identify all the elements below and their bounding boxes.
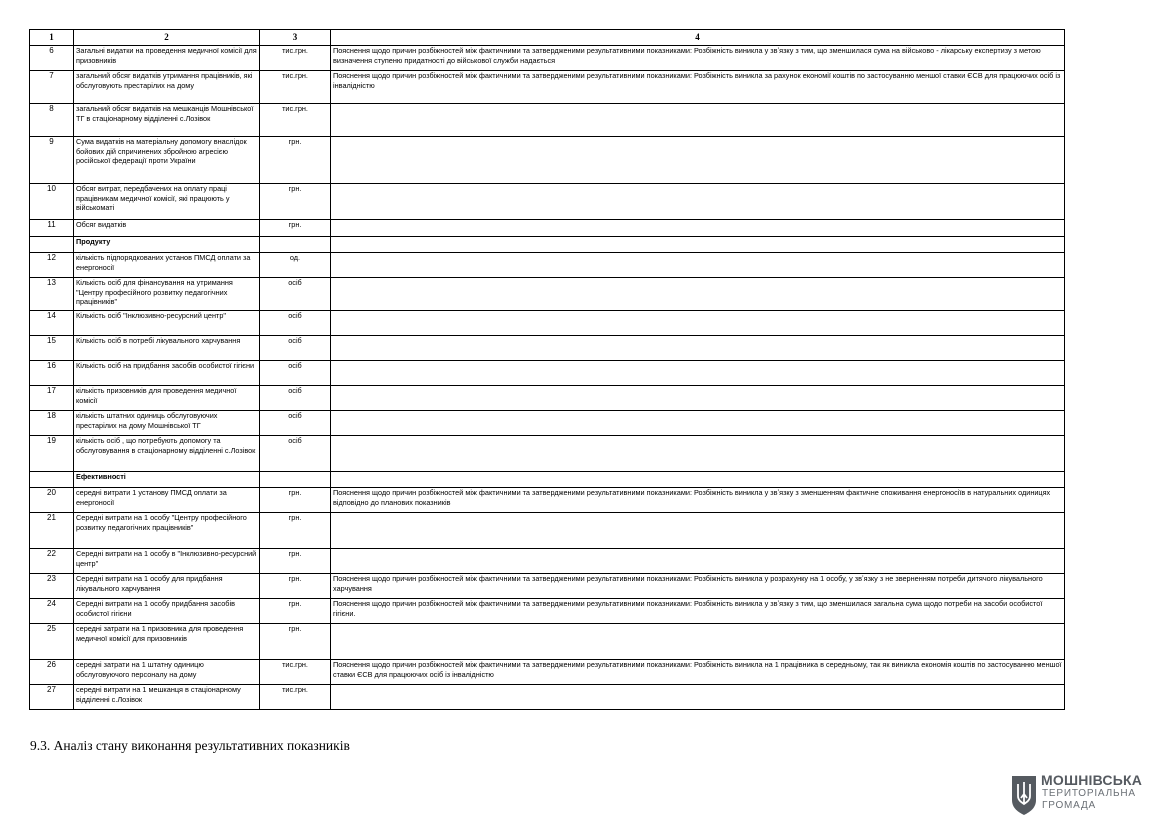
- indicator-name: загальний обсяг видатків на мешканців Мошнівської ТГ в стаціонарному відділенні с.Лозівок: [74, 104, 260, 137]
- discrepancy-note: Пояснення щодо причин розбіжностей між фактичними та затвердженими результативними показниками: Розбіжність виникла у звʼязку з зменшенням фактичне споживання енергоносіїв в натуральних одиницях відповідно до планових показників: [331, 488, 1065, 513]
- unit-of-measure: грн.: [260, 184, 331, 220]
- table-row: [30, 513, 1065, 549]
- row-number: 14: [30, 311, 74, 336]
- table-row: [30, 599, 1065, 624]
- row-number: 20: [30, 488, 74, 513]
- unit-of-measure: осіб: [260, 436, 331, 472]
- indicator-name: Обсяг видатків: [74, 220, 260, 237]
- discrepancy-note: [331, 220, 1065, 237]
- row-number: 8: [30, 104, 74, 137]
- logo-line-3: ГРОМАДА: [1042, 800, 1097, 811]
- indicator-name: Загальні видатки на проведення медичної комісії для призовників: [74, 46, 260, 71]
- column-header: 2: [74, 30, 260, 46]
- unit-of-measure: осіб: [260, 361, 331, 386]
- row-number: 17: [30, 386, 74, 411]
- discrepancy-note: Пояснення щодо причин розбіжностей між фактичними та затвердженими результативними показниками: Розбіжність виникла у звʼязку з тим, що зменшилася загальна сума щодо потреби на засоби особистої гігієни.: [331, 599, 1065, 624]
- discrepancy-note: [331, 436, 1065, 472]
- table-row: [30, 660, 1065, 685]
- row-number: 18: [30, 411, 74, 436]
- table-row: [30, 71, 1065, 104]
- discrepancy-note: Пояснення щодо причин розбіжностей між фактичними та затвердженими результативними показниками: Розбіжність виникла за рахунок економії коштів по застосуванню меншої ставки ЄСВ для працюючих осіб із інвалідністю: [331, 71, 1065, 104]
- indicator-name: Середні витрати на 1 особу придбання засобів особистої гігієни: [74, 599, 260, 624]
- discrepancy-note: [331, 411, 1065, 436]
- table-row: [30, 104, 1065, 137]
- row-number: 9: [30, 137, 74, 184]
- row-number: 25: [30, 624, 74, 660]
- indicator-name: Кількість осіб "Інклюзивно-ресурсний центр": [74, 311, 260, 336]
- unit-of-measure: тис.грн.: [260, 660, 331, 685]
- row-number: 24: [30, 599, 74, 624]
- row-number: 10: [30, 184, 74, 220]
- column-header: 3: [260, 30, 331, 46]
- indicator-name: кількість штатних одиниць обслуговуючих престарілих на дому Мошнівської ТГ: [74, 411, 260, 436]
- row-number: 13: [30, 278, 74, 311]
- row-number: 7: [30, 71, 74, 104]
- unit-of-measure: од.: [260, 253, 331, 278]
- community-logo: [1010, 772, 1160, 818]
- unit-of-measure: грн.: [260, 574, 331, 599]
- unit-of-measure: грн.: [260, 513, 331, 549]
- discrepancy-note: Пояснення щодо причин розбіжностей між фактичними та затвердженими результативними показниками: Розбіжність виникла у звʼязку з тим, що зменшилася сума на військово - лікарську експертизу з метою визначення ступеню придатності до військової служби надається: [331, 46, 1065, 71]
- unit-cell: [260, 237, 331, 253]
- discrepancy-note: [331, 336, 1065, 361]
- discrepancy-note: [331, 184, 1065, 220]
- row-number: 12: [30, 253, 74, 278]
- row-number: 16: [30, 361, 74, 386]
- indicator-name: Сума видатків на матеріальну допомогу внаслідок бойових дій спричинених збройною агресією російської федерації проти України: [74, 137, 260, 184]
- table-row: [30, 549, 1065, 574]
- discrepancy-note: [331, 137, 1065, 184]
- indicator-name: кількість осіб , що потребують допомогу та обслуговування в стаціонарному відділенні с.Лозівок: [74, 436, 260, 472]
- unit-of-measure: тис.грн.: [260, 685, 331, 710]
- table-row: [30, 253, 1065, 278]
- section-title: 9.3. Аналіз стану виконання результативних показників: [30, 738, 350, 753]
- num-cell: [30, 472, 74, 488]
- discrepancy-note: [331, 386, 1065, 411]
- logo-line-1: МОШНІВСЬКА: [1041, 772, 1143, 788]
- note-cell: [331, 237, 1065, 253]
- table-row: [30, 361, 1065, 386]
- row-number: 21: [30, 513, 74, 549]
- row-number: 26: [30, 660, 74, 685]
- row-number: 6: [30, 46, 74, 71]
- indicator-name: кількість призовників для проведення медичної комісії: [74, 386, 260, 411]
- discrepancy-note: [331, 253, 1065, 278]
- discrepancy-note: Пояснення щодо причин розбіжностей між фактичними та затвердженими результативними показниками: Розбіжність виникла на 1 працівника в середньому, так як виникла економія коштів по застосуванню меншої ставки ЄСВ для працюючих осіб із інвалідністю: [331, 660, 1065, 685]
- table-header-row: [30, 30, 1065, 46]
- table-row: [30, 488, 1065, 513]
- row-number: 27: [30, 685, 74, 710]
- table-row: [30, 336, 1065, 361]
- table-row: [30, 436, 1065, 472]
- indicator-name: середні затрати на 1 призовника для проведення медичної комісії для призовників: [74, 624, 260, 660]
- section-label: Продукту: [74, 237, 260, 253]
- table-row: [30, 184, 1065, 220]
- row-number: 22: [30, 549, 74, 574]
- unit-of-measure: осіб: [260, 311, 331, 336]
- unit-of-measure: грн.: [260, 599, 331, 624]
- indicator-name: Кількість осіб для фінансування на утримання "Центру професійного розвитку педагогічних працівників": [74, 278, 260, 311]
- discrepancy-note: [331, 311, 1065, 336]
- column-header: 4: [331, 30, 1065, 46]
- indicators-table: [29, 29, 1065, 710]
- unit-of-measure: тис.грн.: [260, 71, 331, 104]
- unit-of-measure: грн.: [260, 488, 331, 513]
- table-row: [30, 685, 1065, 710]
- indicator-name: середні витрати 1 установу ПМСД оплати за енергоносії: [74, 488, 260, 513]
- note-cell: [331, 472, 1065, 488]
- table-row: [30, 624, 1065, 660]
- indicator-name: Середні витрати на 1 особу для придбання лікувального харчування: [74, 574, 260, 599]
- unit-of-measure: осіб: [260, 278, 331, 311]
- discrepancy-note: [331, 685, 1065, 710]
- indicator-name: Обсяг витрат, передбачених на оплату праці працівникам медичної комісії, які працюють у військоматі: [74, 184, 260, 220]
- discrepancy-note: [331, 104, 1065, 137]
- unit-of-measure: грн.: [260, 624, 331, 660]
- indicator-name: середні затрати на 1 штатну одиницю обслуговуючого персоналу на дому: [74, 660, 260, 685]
- row-number: 23: [30, 574, 74, 599]
- indicator-name: загальний обсяг видатків утримання працівників, які обслуговують престарілих на дому: [74, 71, 260, 104]
- unit-of-measure: осіб: [260, 336, 331, 361]
- table-body: [30, 46, 1065, 710]
- column-header: 1: [30, 30, 74, 46]
- num-cell: [30, 237, 74, 253]
- row-number: 15: [30, 336, 74, 361]
- unit-of-measure: грн.: [260, 549, 331, 574]
- table-row: [30, 220, 1065, 237]
- discrepancy-note: [331, 513, 1065, 549]
- unit-of-measure: грн.: [260, 137, 331, 184]
- table-row: [30, 137, 1065, 184]
- row-number: 19: [30, 436, 74, 472]
- indicator-name: Середні витрати на 1 особу в "Інклюзивно-ресурсний центр": [74, 549, 260, 574]
- discrepancy-note: Пояснення щодо причин розбіжностей між фактичними та затвердженими результативними показниками: Розбіжність виникла у розрахунку на 1 особу, у звʼязку з не зверненням потреби дитячого лікувального харчування: [331, 574, 1065, 599]
- indicator-name: Середні витрати на 1 особу "Центру професійного розвитку педагогічних працівників": [74, 513, 260, 549]
- discrepancy-note: [331, 624, 1065, 660]
- unit-of-measure: осіб: [260, 386, 331, 411]
- table-row: [30, 46, 1065, 71]
- indicator-name: Кількість осіб на придбання засобів особистої гігієни: [74, 361, 260, 386]
- section-row: [30, 472, 1065, 488]
- discrepancy-note: [331, 549, 1065, 574]
- section-label: Ефективності: [74, 472, 260, 488]
- unit-of-measure: тис.грн.: [260, 104, 331, 137]
- trident-shield-icon: [1010, 774, 1038, 816]
- indicator-name: середні витрати на 1 мешканця в стаціонарному відділенні с.Лозівок: [74, 685, 260, 710]
- table-row: [30, 411, 1065, 436]
- unit-cell: [260, 472, 331, 488]
- table-row: [30, 278, 1065, 311]
- unit-of-measure: тис.грн.: [260, 46, 331, 71]
- row-number: 11: [30, 220, 74, 237]
- table-row: [30, 574, 1065, 599]
- discrepancy-note: [331, 278, 1065, 311]
- unit-of-measure: грн.: [260, 220, 331, 237]
- table-row: [30, 386, 1065, 411]
- logo-line-2: ТЕРИТОРІАЛЬНА: [1042, 788, 1136, 799]
- discrepancy-note: [331, 361, 1065, 386]
- table-row: [30, 311, 1065, 336]
- unit-of-measure: осіб: [260, 411, 331, 436]
- indicator-name: Кількість осіб в потребі лікувального харчування: [74, 336, 260, 361]
- section-row: [30, 237, 1065, 253]
- indicator-name: кількість підпорядкованих установ ПМСД оплати за енергоносії: [74, 253, 260, 278]
